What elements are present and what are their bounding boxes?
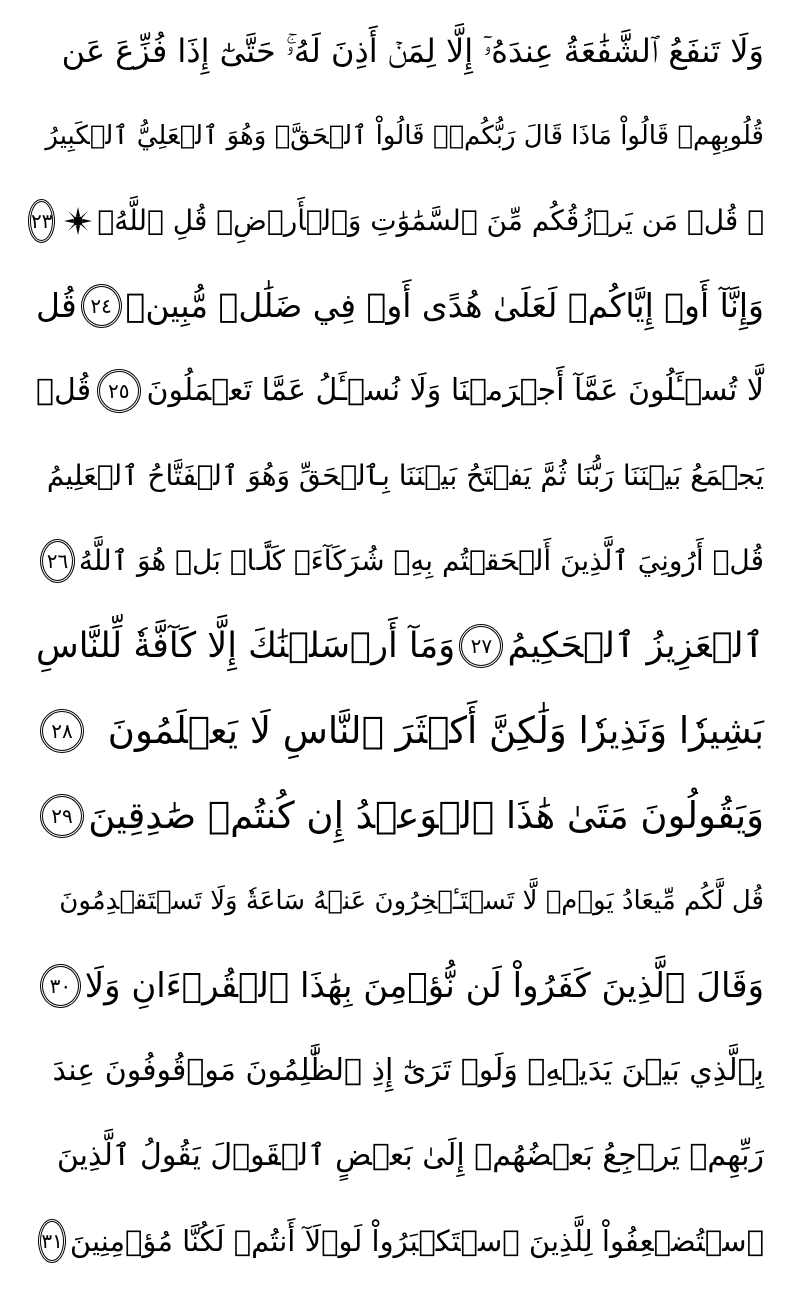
verse-text: بَشِيرٗا وَنَذِيرٗا وَلَٰكِنَّ أَكۡثَرَ ٱلنَّاسِ لَا يَعۡلَمُونَ [107, 709, 764, 752]
verse-text: وَقَالَ ٱلَّذِينَ كَفَرُواْ لَن نُّؤۡمِنَ بِهَٰذَا ٱلۡقُرۡءَانِ وَلَا [84, 966, 764, 1006]
verse-text: قُل لَّكُم مِّيعَادُ يَوۡمٖ لَّا تَسۡتَـٔۡخِرُونَ عَنۡهُ سَاعَةٗ وَلَا تَسۡتَقۡدِمُونَ [59, 886, 764, 916]
ayah-number-marker: ٢٦ [40, 539, 75, 583]
verse-text: قُلۡ [36, 373, 92, 408]
verse-line [36, 12, 764, 90]
ayah-number-marker: ٢٧ [459, 624, 503, 668]
verse-line [36, 1117, 764, 1195]
verse-line [36, 947, 764, 1025]
verse-text: قُلۡ أَرُونِيَ ٱلَّذِينَ أَلۡحَقۡتُم بِهِۦ شُرَكَآءَۖ كَلَّاۚ بَلۡ هُوَ ٱللَّهُ [78, 544, 764, 577]
verse-line [30, 182, 764, 260]
verse-text: وَلَا تَنفَعُ ٱلشَّفَٰعَةُ عِندَهُۥٓ إِلَّا لِمَنۡ أَذِنَ لَهُۥۚ حَتَّىٰٓ إِذَا فُزِّعَ عَن [61, 32, 764, 70]
verse-text: قُلُوبِهِمۡ قَالُواْ مَاذَا قَالَ رَبُّكُمۡۖ قَالُواْ ٱلۡحَقَّۖ وَهُوَ ٱلۡعَلِيُّ ٱلۡكَبِيرُ [45, 121, 764, 151]
verse-line [36, 862, 764, 940]
ayah-number-marker: ٢٣ [28, 199, 55, 243]
verse-text: وَيَقُولُونَ مَتَىٰ هَٰذَا ٱلۡوَعۡدُ إِن كُنتُمۡ صَٰدِقِينَ [88, 794, 764, 837]
ayah-number-marker: ٢٨ [40, 709, 84, 753]
verse-line [36, 97, 764, 175]
verse-line [36, 522, 764, 600]
verse-text: ۞ قُلۡ مَن يَرۡزُقُكُم مِّنَ ٱلسَّمَٰوَٰتِ وَٱلۡأَرۡضِۖ قُلِ ٱللَّهُۖ [97, 204, 764, 237]
verse-text: قُل [36, 286, 77, 325]
verse-line [36, 777, 764, 855]
verse-line [36, 1202, 764, 1280]
verse-line [36, 692, 764, 770]
verse-text: وَمَآ أَرۡسَلۡنَٰكَ إِلَّا كَآفَّةٗ لِّلنَّاسِ [36, 626, 456, 666]
verse-text: ٱسۡتُضۡعِفُواْ لِلَّذِينَ ٱسۡتَكۡبَرُواْ لَوۡلَآ أَنتُمۡ لَكُنَّا مُؤۡمِنِينَ [69, 1224, 764, 1258]
ayah-number-marker: ٣١ [38, 1219, 65, 1263]
ayah-number-marker: ٣٠ [40, 964, 81, 1008]
ayah-number-marker: ٢٩ [40, 794, 84, 838]
verse-text: ٱلۡعَزِيزُ ٱلۡحَكِيمُ [507, 626, 764, 666]
verse-line [36, 1032, 764, 1110]
verse-text: يَجۡمَعُ بَيۡنَنَا رَبُّنَا ثُمَّ يَفۡتَحُ بَيۡنَنَا بِٱلۡحَقِّ وَهُوَ ٱلۡفَتَّاحُ ٱلۡعَلِيمُ [46, 459, 764, 492]
verse-line [36, 607, 764, 685]
verse-line [36, 437, 764, 515]
verse-text: لَّا تُسۡـَٔلُونَ عَمَّآ أَجۡرَمۡنَا وَلَا نُسۡـَٔلُ عَمَّا تَعۡمَلُونَ [146, 373, 764, 408]
verse-text: رَبِّهِمۡ يَرۡجِعُ بَعۡضُهُمۡ إِلَىٰ بَعۡضٍ ٱلۡقَوۡلَ يَقُولُ ٱلَّذِينَ [56, 1138, 764, 1173]
ayah-number-marker: ٢٥ [97, 369, 141, 413]
ayah-number-marker: ٢٤ [81, 284, 122, 328]
verse-line [36, 267, 764, 345]
verse-line [36, 352, 764, 430]
verse-text: وَإِنَّآ أَوۡ إِيَّاكُمۡ لَعَلَىٰ هُدًى أَوۡ فِي ضَلَٰلٖ مُّبِينٖ [125, 286, 764, 325]
verse-lines [30, 12, 764, 1280]
verse-text: بِٱلَّذِي بَيۡنَ يَدَيۡهِۗ وَلَوۡ تَرَىٰٓ إِذِ ٱلظَّٰلِمُونَ مَوۡقُوفُونَ عِندَ [52, 1053, 764, 1088]
sajda-star-icon [63, 204, 93, 238]
